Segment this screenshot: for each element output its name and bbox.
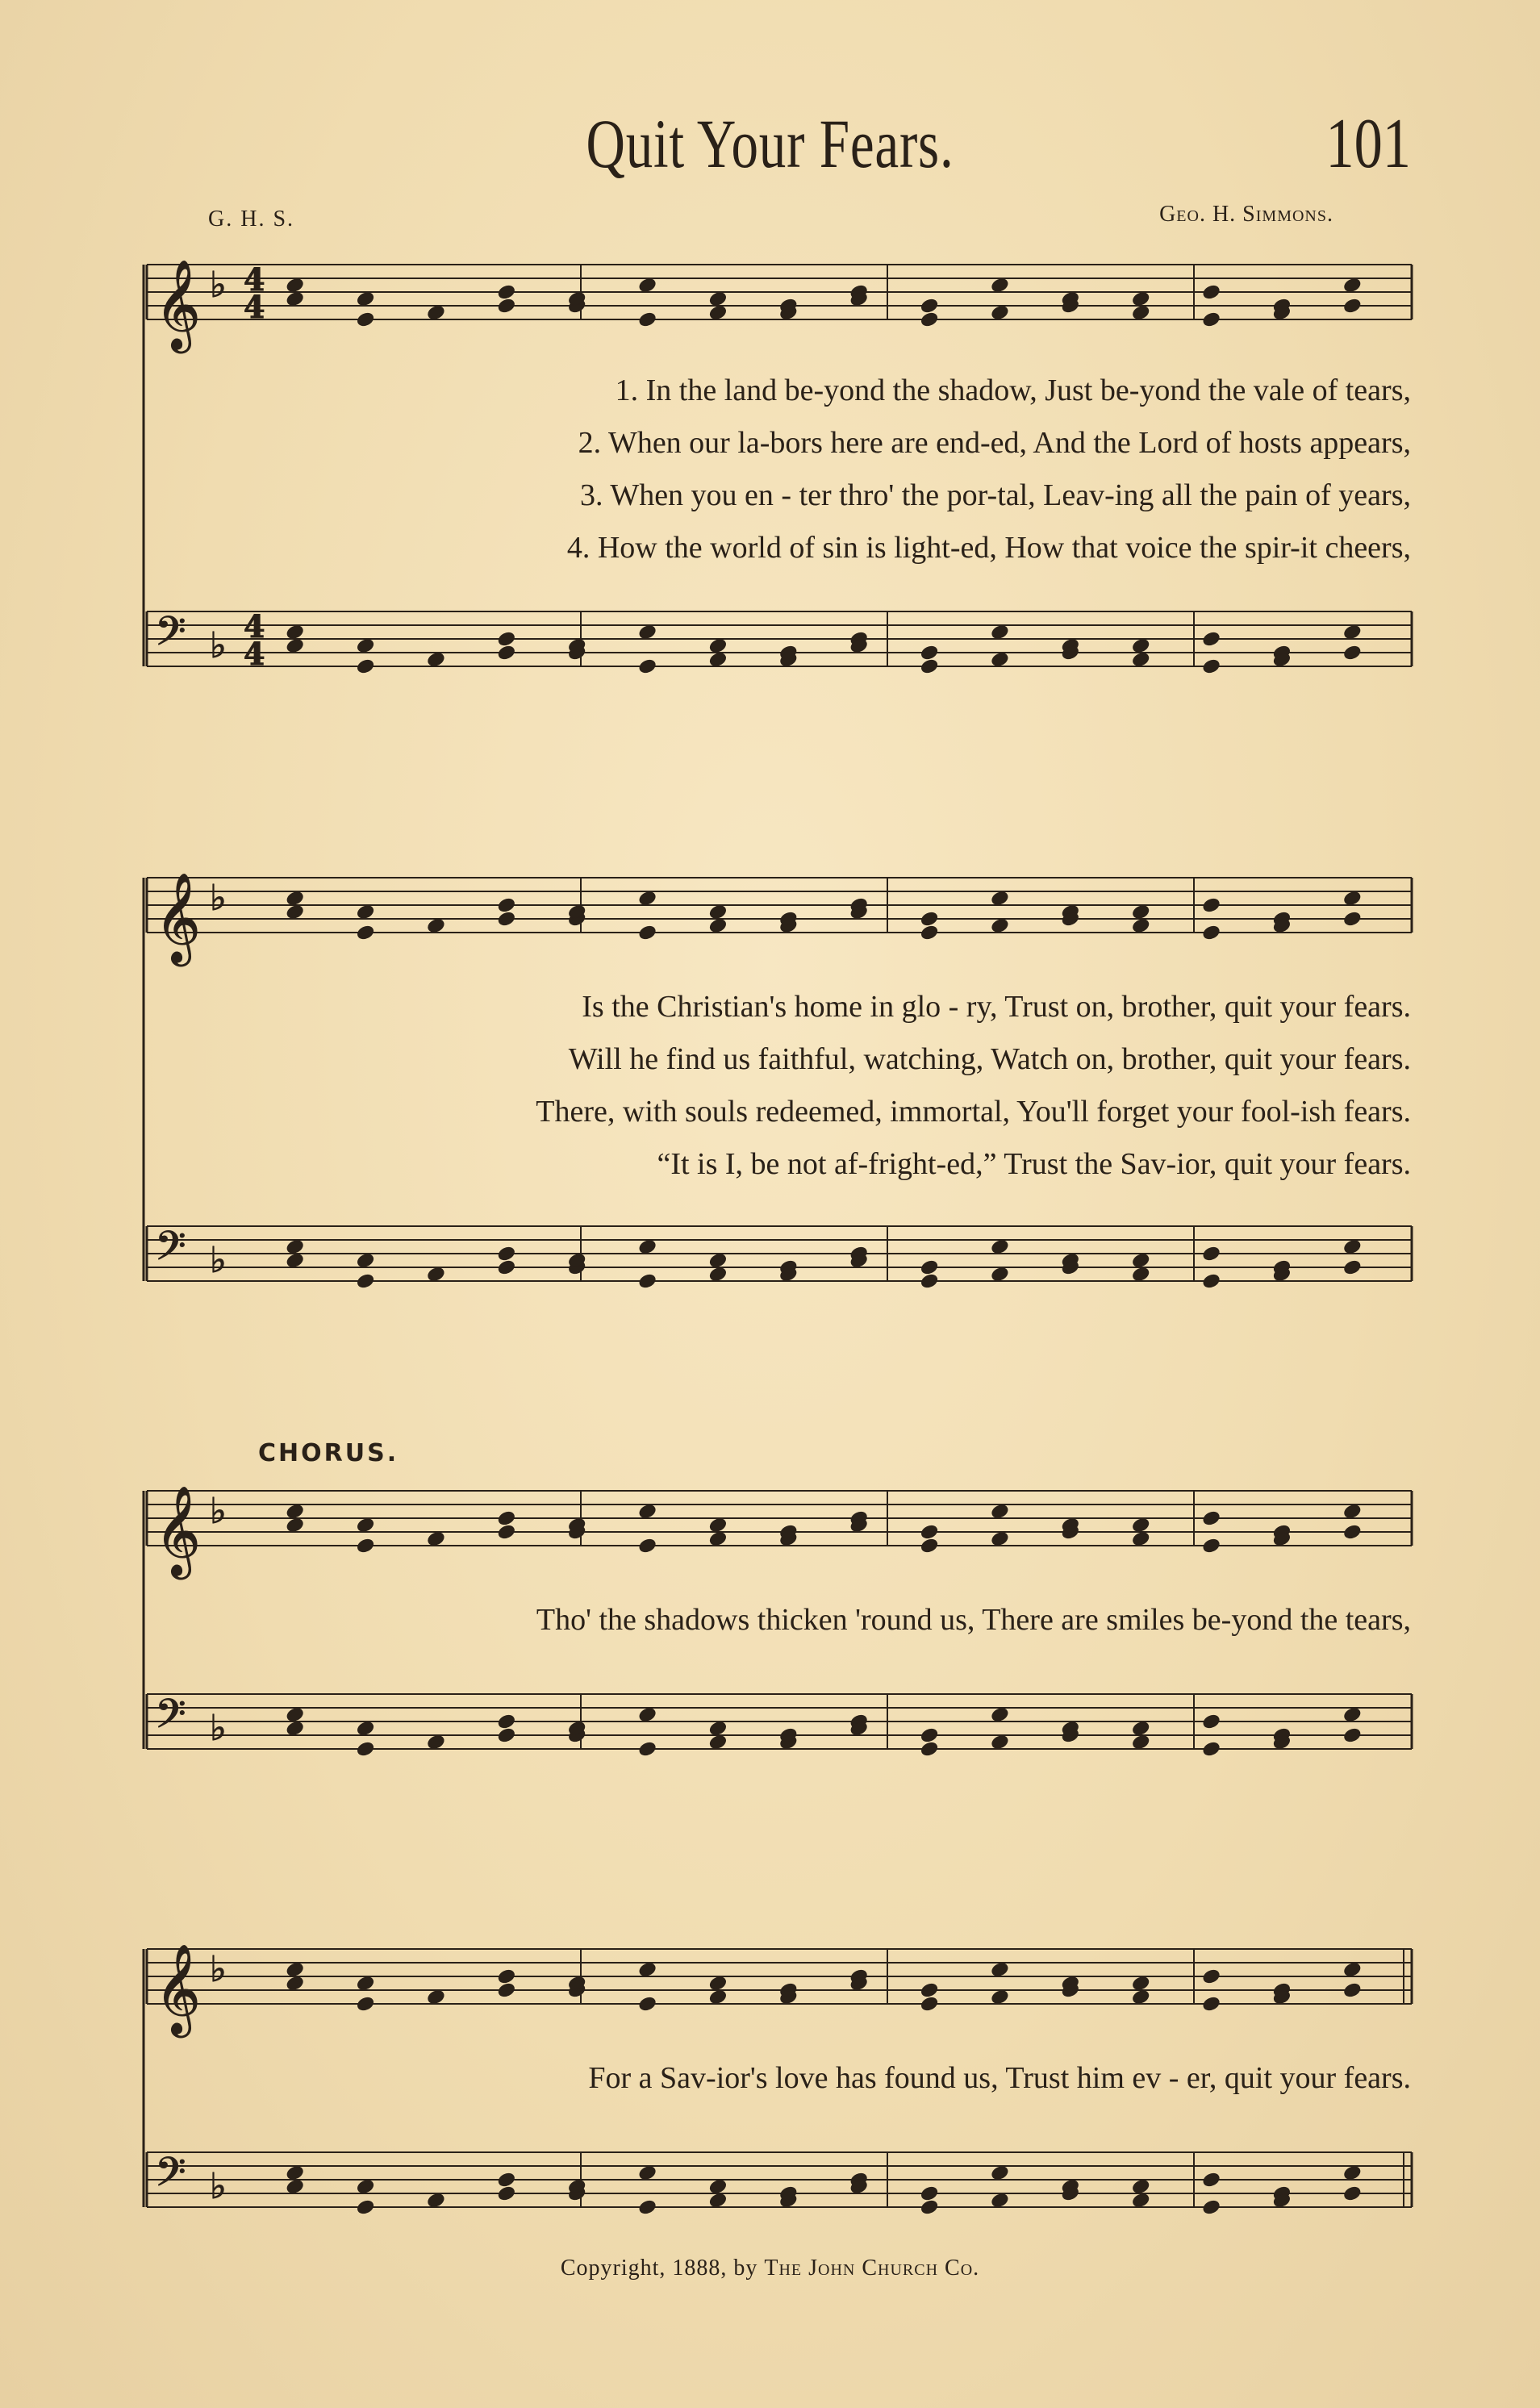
flat-icon: ♭ bbox=[210, 1708, 227, 1749]
time-signature-digit: 4 bbox=[244, 289, 265, 325]
notehead bbox=[708, 2192, 728, 2209]
notehead bbox=[1131, 1975, 1150, 1992]
notehead bbox=[497, 1713, 516, 1730]
chorus-line-1: Tho' the shadows thicken 'round us, There are smiles be-yond the tears, bbox=[536, 1603, 1411, 1637]
notehead bbox=[1202, 657, 1221, 674]
notehead bbox=[497, 1509, 516, 1526]
notehead bbox=[286, 277, 305, 294]
treble-clef-icon: 𝄞 bbox=[155, 259, 201, 349]
notehead bbox=[638, 624, 657, 641]
notehead bbox=[497, 910, 516, 927]
notehead bbox=[356, 1517, 375, 1534]
composer-credit: Geo. H. Simmons. bbox=[1159, 202, 1333, 227]
notehead bbox=[1342, 1726, 1362, 1743]
notehead bbox=[356, 290, 375, 307]
notehead bbox=[497, 1258, 516, 1275]
notehead bbox=[708, 637, 728, 654]
verse-line-1: 1. In the land be-yond the shadow, Just be-yond the vale of tears, bbox=[615, 374, 1411, 407]
notehead bbox=[1131, 1720, 1150, 1737]
notehead bbox=[356, 1995, 375, 2012]
verse2-line-3: There, with souls redeemed, immortal, You'll forget your fool-ish fears. bbox=[536, 1095, 1411, 1129]
notehead bbox=[356, 1537, 375, 1554]
copyright-notice bbox=[0, 2256, 1540, 2281]
notehead bbox=[1342, 1238, 1362, 1255]
notehead bbox=[286, 1503, 305, 1520]
chorus-label: CHORUS. bbox=[258, 1439, 399, 1467]
time-signature-digit: 4 bbox=[244, 636, 265, 672]
notehead bbox=[990, 1238, 1009, 1255]
hymn-title: Quit Your Fears. bbox=[586, 105, 954, 182]
notehead bbox=[286, 1961, 305, 1978]
notehead bbox=[990, 1706, 1009, 1723]
notehead bbox=[497, 2185, 516, 2201]
notehead bbox=[990, 2164, 1009, 2181]
notehead bbox=[356, 904, 375, 920]
notehead bbox=[920, 1537, 939, 1554]
notehead bbox=[708, 917, 728, 934]
notehead bbox=[286, 290, 305, 307]
notehead bbox=[497, 1981, 516, 1998]
publisher-name: The John Church Co. bbox=[764, 2256, 980, 2281]
notehead bbox=[1202, 1272, 1221, 1289]
notehead bbox=[1131, 904, 1150, 920]
notehead bbox=[497, 2171, 516, 2188]
flat-icon: ♭ bbox=[210, 2166, 227, 2207]
notehead bbox=[1131, 917, 1150, 934]
notehead bbox=[708, 1734, 728, 1751]
notehead bbox=[638, 277, 657, 294]
treble-clef-icon: 𝄞 bbox=[155, 1485, 201, 1575]
notehead bbox=[1202, 630, 1221, 647]
notehead bbox=[1131, 637, 1150, 654]
notehead bbox=[920, 1272, 939, 1289]
notehead bbox=[1342, 890, 1362, 907]
notehead bbox=[1342, 644, 1362, 661]
notehead bbox=[638, 1272, 657, 1289]
notehead bbox=[920, 2198, 939, 2215]
verse-line-4: 4. How the world of sin is light-ed, How that voice the spir-it cheers, bbox=[566, 531, 1411, 565]
notehead bbox=[356, 1252, 375, 1269]
notehead bbox=[1202, 896, 1221, 913]
notehead bbox=[1202, 924, 1221, 941]
notehead bbox=[1131, 304, 1150, 321]
bass-clef-icon: 𝄢 bbox=[155, 2149, 186, 2206]
notehead bbox=[990, 2192, 1009, 2209]
notehead bbox=[1342, 1523, 1362, 1540]
notehead bbox=[1202, 1995, 1221, 2012]
notehead bbox=[1342, 2185, 1362, 2201]
notehead bbox=[708, 1266, 728, 1283]
notehead bbox=[1202, 1245, 1221, 1262]
notehead bbox=[920, 657, 939, 674]
notehead bbox=[286, 1720, 305, 1737]
verse2-line-4: “It is I, be not af-fright-ed,” Trust the Sav-ior, quit your fears. bbox=[657, 1147, 1411, 1181]
lyricist-initials: G. H. S. bbox=[208, 207, 295, 232]
notehead bbox=[1342, 1503, 1362, 1520]
flat-icon: ♭ bbox=[210, 1491, 227, 1532]
notehead bbox=[708, 1252, 728, 1269]
notehead bbox=[638, 1238, 657, 1255]
notehead bbox=[286, 1975, 305, 1992]
notehead bbox=[1202, 311, 1221, 328]
notehead bbox=[1131, 1989, 1150, 2005]
notehead bbox=[1342, 2164, 1362, 2181]
notehead bbox=[497, 1523, 516, 1540]
notehead bbox=[286, 1238, 305, 1255]
notehead bbox=[920, 1740, 939, 1757]
notehead bbox=[356, 311, 375, 328]
notehead bbox=[497, 283, 516, 300]
flat-icon: ♭ bbox=[210, 1949, 227, 1990]
notehead bbox=[497, 1245, 516, 1262]
notehead bbox=[638, 1503, 657, 1520]
notehead bbox=[497, 1968, 516, 1984]
notehead bbox=[356, 1272, 375, 1289]
notehead bbox=[920, 1981, 939, 1998]
notehead bbox=[356, 924, 375, 941]
notehead bbox=[1131, 1517, 1150, 1534]
notehead bbox=[356, 1740, 375, 1757]
notehead bbox=[990, 890, 1009, 907]
notehead bbox=[708, 2178, 728, 2195]
chorus-line-2: For a Sav-ior's love has found us, Trust him ev - er, quit your fears. bbox=[588, 2061, 1411, 2095]
notehead bbox=[356, 637, 375, 654]
notehead bbox=[990, 1503, 1009, 1520]
treble-clef-icon: 𝄞 bbox=[155, 872, 201, 962]
notehead bbox=[920, 1258, 939, 1275]
notehead bbox=[286, 624, 305, 641]
notehead bbox=[1342, 277, 1362, 294]
notehead bbox=[497, 644, 516, 661]
notehead bbox=[426, 1989, 445, 2005]
notehead bbox=[356, 1720, 375, 1737]
notehead bbox=[1131, 2192, 1150, 2209]
notehead bbox=[708, 1720, 728, 1737]
notehead bbox=[356, 657, 375, 674]
notehead bbox=[426, 651, 445, 668]
notehead bbox=[1131, 651, 1150, 668]
notehead bbox=[708, 1530, 728, 1547]
flat-icon: ♭ bbox=[210, 1240, 227, 1281]
notehead bbox=[990, 277, 1009, 294]
notehead bbox=[708, 1989, 728, 2005]
notehead bbox=[708, 1517, 728, 1534]
notehead bbox=[990, 624, 1009, 641]
notehead bbox=[1131, 290, 1150, 307]
treble-clef-icon: 𝄞 bbox=[155, 1943, 201, 2034]
notehead bbox=[920, 311, 939, 328]
notehead bbox=[638, 1740, 657, 1757]
notehead bbox=[638, 924, 657, 941]
notehead bbox=[1131, 1266, 1150, 1283]
verse2-line-1: Is the Christian's home in glo - ry, Trust on, brother, quit your fears. bbox=[582, 990, 1411, 1024]
notehead bbox=[920, 1995, 939, 2012]
notehead bbox=[1131, 1252, 1150, 1269]
notehead bbox=[920, 644, 939, 661]
notehead bbox=[497, 297, 516, 314]
time-signature-digit: 4 bbox=[244, 608, 265, 645]
notehead bbox=[920, 924, 939, 941]
notehead bbox=[638, 1995, 657, 2012]
notehead bbox=[990, 1734, 1009, 1751]
notehead bbox=[920, 1726, 939, 1743]
notehead bbox=[356, 1975, 375, 1992]
notehead bbox=[1202, 283, 1221, 300]
notehead bbox=[1202, 2171, 1221, 2188]
notehead bbox=[638, 1706, 657, 1723]
notehead bbox=[1202, 1537, 1221, 1554]
notehead bbox=[990, 1530, 1009, 1547]
notehead bbox=[356, 2198, 375, 2215]
notehead bbox=[1342, 1961, 1362, 1978]
notehead bbox=[990, 1989, 1009, 2005]
notehead bbox=[286, 890, 305, 907]
notehead bbox=[286, 904, 305, 920]
flat-icon: ♭ bbox=[210, 265, 227, 306]
notehead bbox=[1342, 297, 1362, 314]
notehead bbox=[426, 304, 445, 321]
notehead bbox=[426, 1530, 445, 1547]
notehead bbox=[426, 1734, 445, 1751]
notehead bbox=[990, 1266, 1009, 1283]
notehead bbox=[1131, 1734, 1150, 1751]
notehead bbox=[1202, 1968, 1221, 1984]
notehead bbox=[708, 304, 728, 321]
notehead bbox=[286, 1517, 305, 1534]
time-signature-digit: 4 bbox=[244, 261, 265, 298]
notehead bbox=[1202, 2198, 1221, 2215]
flat-icon: ♭ bbox=[210, 878, 227, 919]
notehead bbox=[286, 2164, 305, 2181]
notehead bbox=[920, 297, 939, 314]
copyright-prefix: Copyright, 1888, by bbox=[560, 2256, 758, 2281]
notehead bbox=[990, 1961, 1009, 1978]
notehead bbox=[920, 910, 939, 927]
notehead bbox=[1131, 2178, 1150, 2195]
notehead bbox=[708, 904, 728, 920]
notehead bbox=[1342, 1706, 1362, 1723]
notehead bbox=[638, 1537, 657, 1554]
notehead bbox=[638, 1961, 657, 1978]
notehead bbox=[356, 2178, 375, 2195]
notehead bbox=[497, 630, 516, 647]
notehead bbox=[638, 2198, 657, 2215]
notehead bbox=[1202, 1740, 1221, 1757]
notehead bbox=[990, 917, 1009, 934]
notehead bbox=[1202, 1713, 1221, 1730]
notehead bbox=[286, 637, 305, 654]
notehead bbox=[497, 1726, 516, 1743]
notehead bbox=[638, 890, 657, 907]
notehead bbox=[708, 290, 728, 307]
notehead bbox=[920, 1523, 939, 1540]
notehead bbox=[426, 1266, 445, 1283]
notehead bbox=[638, 311, 657, 328]
notehead bbox=[426, 2192, 445, 2209]
notehead bbox=[1342, 910, 1362, 927]
bass-clef-icon: 𝄢 bbox=[155, 1223, 186, 1279]
notehead bbox=[990, 304, 1009, 321]
notehead bbox=[990, 651, 1009, 668]
flat-icon: ♭ bbox=[210, 625, 227, 666]
notehead bbox=[286, 1252, 305, 1269]
notehead bbox=[1342, 624, 1362, 641]
bass-clef-icon: 𝄢 bbox=[155, 608, 186, 665]
verse2-line-2: Will he find us faithful, watching, Watch on, brother, quit your fears. bbox=[568, 1042, 1411, 1076]
notehead bbox=[920, 2185, 939, 2201]
notehead bbox=[1342, 1981, 1362, 1998]
notehead bbox=[286, 2178, 305, 2195]
page-number: 101 bbox=[1325, 105, 1411, 183]
notehead bbox=[1202, 1509, 1221, 1526]
notehead bbox=[1342, 1258, 1362, 1275]
notehead bbox=[286, 1706, 305, 1723]
verse-line-2: 2. When our la-bors here are end-ed, And the Lord of hosts appears, bbox=[578, 426, 1411, 460]
notehead bbox=[638, 2164, 657, 2181]
notehead bbox=[1131, 1530, 1150, 1547]
bass-clef-icon: 𝄢 bbox=[155, 1691, 186, 1747]
notehead bbox=[426, 917, 445, 934]
verse-line-3: 3. When you en - ter thro' the por-tal, Leav-ing all the pain of years, bbox=[580, 478, 1411, 512]
notehead bbox=[638, 657, 657, 674]
notehead bbox=[708, 651, 728, 668]
notehead bbox=[497, 896, 516, 913]
notehead bbox=[708, 1975, 728, 1992]
